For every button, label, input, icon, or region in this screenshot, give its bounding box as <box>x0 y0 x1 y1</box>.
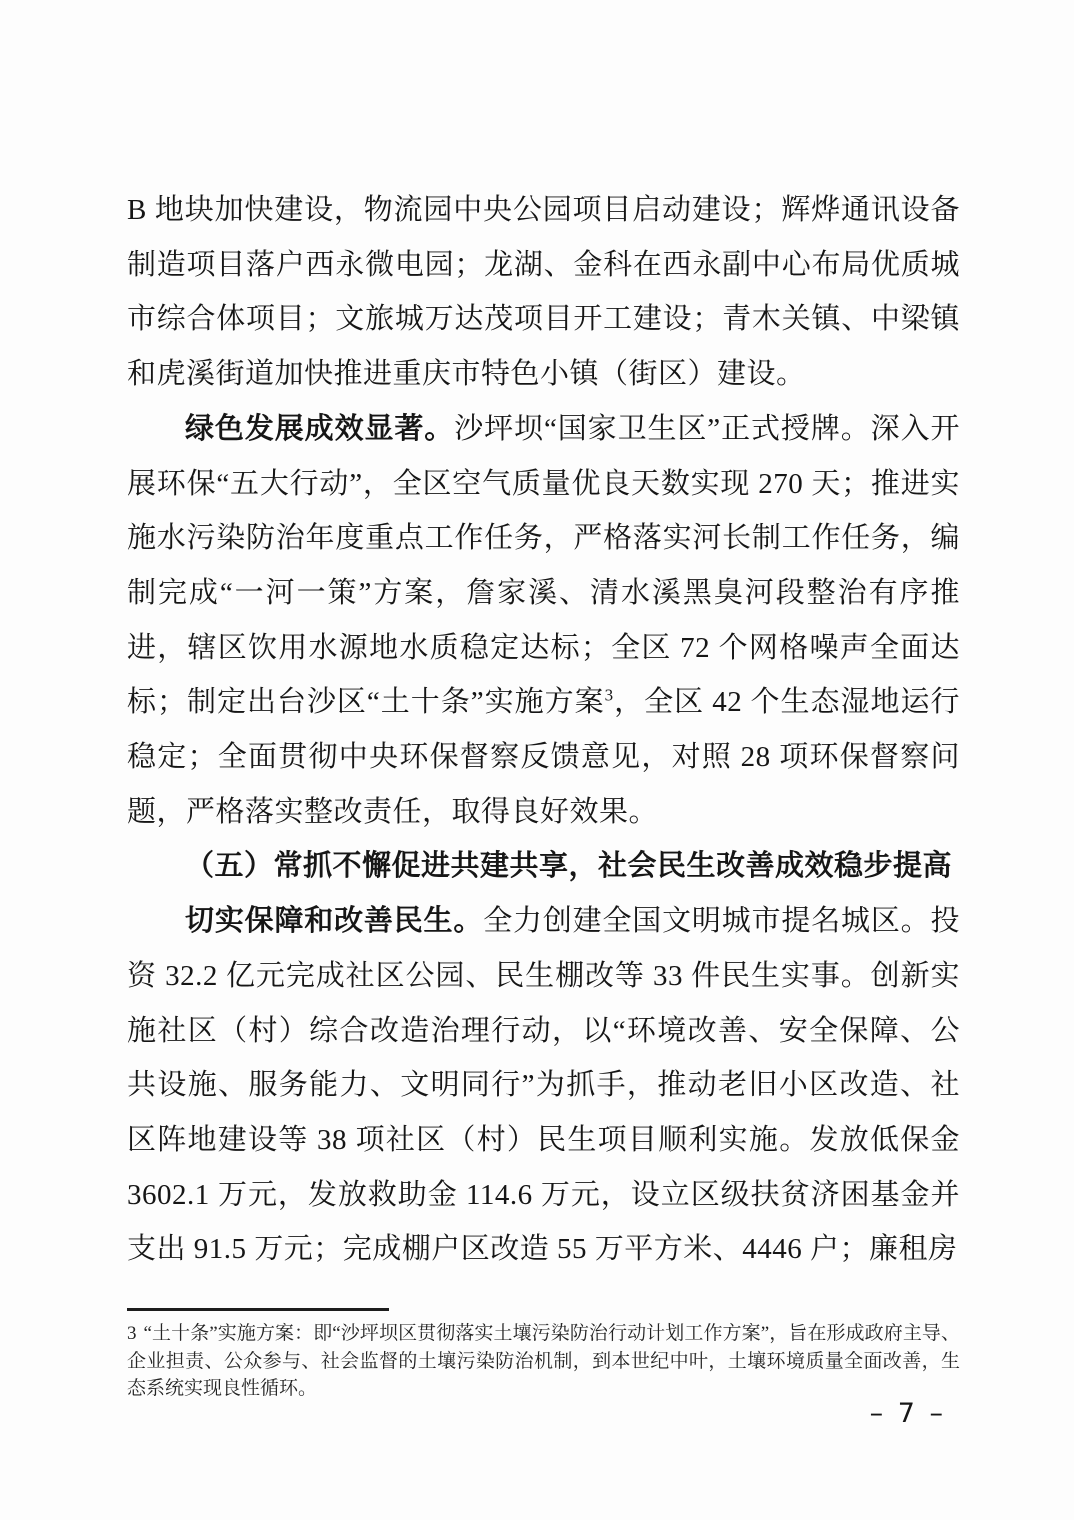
paragraph <box>127 894 960 1277</box>
footnote-reference: 3 <box>604 685 614 705</box>
section-heading <box>127 839 960 894</box>
footnote-text <box>127 1320 960 1403</box>
body-text: B 地块加快建设，物流园中央公园项目启动建设；辉烨通讯设备制造项目落户西永微电园；龙湖、金科在西永副中心布局优质城市综合体项目；文旅城万达茂项目开工建设；青木关镇、中梁镇和虎溪街道加快推进重庆市特色小镇（街区）建设。 <box>127 194 960 391</box>
paragraph <box>127 183 960 402</box>
body-text: 全力创建全国文明城市提名城区。投资 32.2 亿元完成社区公园、民生棚改等 33 件民生实事。创新实施社区（村）综合改造治理行动，以“环境改善、安全保障、公共设施、服务能力、文明同行”为抓手，推动老旧小区改造、社区阵地建设等 38 项社区（村）民生项目顺利实施。发放低保金 3602.1 万元，发放救助金 114.6 万元，设立区级扶贫济困基金并支出 91.5 万元；完成棚户区改造 55 万平方米、4446 户；廉租房 <box>127 905 960 1266</box>
emphasis-text: 切实保障和改善民生。 <box>185 905 484 938</box>
emphasis-text: （五）常抓不懈促进共建共享，社会民生改善成效稳步提高 <box>185 850 953 883</box>
body-text: 沙坪坝“国家卫生区”正式授牌。深入开展环保“五大行动”，全区空气质量优良天数实现 270 天；推进实施水污染防治年度重点工作任务，严格落实河长制工作任务，编制完成“一河一策”方案，詹家溪、清水溪黑臭河段整治有序推进，辖区饮用水源地水质稳定达标；全区 72 个网格噪声全面达标；制定出台沙区“土十条”实施方案 <box>127 412 960 719</box>
paragraph <box>127 402 960 840</box>
report-body <box>127 183 960 1277</box>
footnote-body: “土十条”实施方案：即“沙坪坝区贯彻落实土壤污染防治行动计划工作方案”，旨在形成政府主导、企业担责、公众参与、社会监督的土壤污染防治机制，到本世纪中叶，土壤环境质量全面改善，生态系统实现良性循环。 <box>127 1323 960 1399</box>
footnote-marker: 3 <box>127 1323 137 1344</box>
footnote-separator <box>127 1308 389 1311</box>
footnote-area <box>127 1308 960 1403</box>
page-number: – 7 – <box>869 1398 946 1429</box>
emphasis-text: 绿色发展成效显著。 <box>185 412 455 445</box>
body-text: ，全区 42 个生态湿地运行稳定；全面贯彻中央环保督察反馈意见，对照 28 项环保督察问题，严格落实整改责任，取得良好效果。 <box>127 686 960 828</box>
